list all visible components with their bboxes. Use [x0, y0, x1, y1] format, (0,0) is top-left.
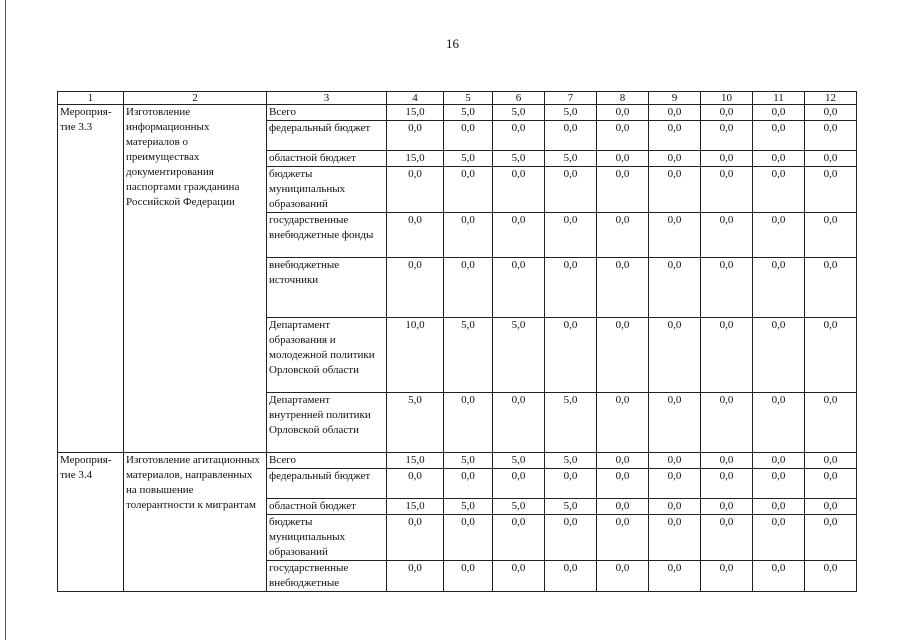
- column-header: 12: [805, 92, 857, 105]
- funding-source: Всего: [267, 453, 387, 469]
- amount-cell: 0,0: [545, 515, 597, 561]
- funding-table: [57, 91, 857, 592]
- amount-cell: 0,0: [701, 213, 753, 258]
- amount-cell: 0,0: [753, 515, 805, 561]
- event-code: Мероприя-тие 3.4: [58, 453, 124, 592]
- amount-cell: 0,0: [493, 561, 545, 592]
- amount-cell: 0,0: [493, 121, 545, 151]
- amount-cell: 0,0: [387, 469, 444, 499]
- amount-cell: 0,0: [701, 121, 753, 151]
- amount-cell: 0,0: [545, 258, 597, 318]
- amount-cell: 5,0: [545, 151, 597, 167]
- amount-cell: 0,0: [444, 121, 493, 151]
- amount-cell: 0,0: [805, 258, 857, 318]
- amount-cell: 0,0: [597, 318, 649, 393]
- amount-cell: 5,0: [493, 318, 545, 393]
- amount-cell: 0,0: [597, 121, 649, 151]
- amount-cell: 0,0: [649, 151, 701, 167]
- amount-cell: 0,0: [444, 167, 493, 213]
- amount-cell: 0,0: [649, 318, 701, 393]
- amount-cell: 5,0: [444, 105, 493, 121]
- amount-cell: 5,0: [444, 499, 493, 515]
- amount-cell: 0,0: [493, 258, 545, 318]
- amount-cell: 0,0: [701, 515, 753, 561]
- funding-source: Департамент внутренней политики Орловской области: [267, 393, 387, 453]
- column-header: 3: [267, 92, 387, 105]
- amount-cell: 0,0: [545, 469, 597, 499]
- amount-cell: 10,0: [387, 318, 444, 393]
- amount-cell: 0,0: [753, 561, 805, 592]
- amount-cell: 0,0: [753, 258, 805, 318]
- amount-cell: 0,0: [597, 515, 649, 561]
- amount-cell: 0,0: [805, 453, 857, 469]
- amount-cell: 0,0: [753, 469, 805, 499]
- column-header: 9: [649, 92, 701, 105]
- amount-cell: 0,0: [444, 469, 493, 499]
- amount-cell: 0,0: [493, 469, 545, 499]
- amount-cell: 0,0: [387, 258, 444, 318]
- amount-cell: 0,0: [649, 469, 701, 499]
- amount-cell: 0,0: [597, 393, 649, 453]
- amount-cell: 0,0: [753, 105, 805, 121]
- amount-cell: 0,0: [649, 121, 701, 151]
- amount-cell: 0,0: [493, 393, 545, 453]
- amount-cell: 0,0: [805, 561, 857, 592]
- amount-cell: 0,0: [701, 499, 753, 515]
- amount-cell: 0,0: [649, 167, 701, 213]
- amount-cell: 0,0: [597, 561, 649, 592]
- amount-cell: 0,0: [597, 499, 649, 515]
- amount-cell: 0,0: [493, 515, 545, 561]
- amount-cell: 0,0: [805, 151, 857, 167]
- funding-source: бюджеты муниципальных образований: [267, 167, 387, 213]
- amount-cell: 0,0: [701, 561, 753, 592]
- event-code: Мероприя-тие 3.3: [58, 105, 124, 453]
- amount-cell: 0,0: [753, 499, 805, 515]
- page-left-edge: [5, 0, 6, 640]
- amount-cell: 0,0: [545, 213, 597, 258]
- funding-source: областной бюджет: [267, 499, 387, 515]
- amount-cell: 0,0: [753, 167, 805, 213]
- funding-source: областной бюджет: [267, 151, 387, 167]
- header-row: [58, 92, 857, 105]
- funding-source: федеральный бюджет: [267, 469, 387, 499]
- page-number: 16: [446, 36, 459, 51]
- funding-source: внебюджетные источники: [267, 258, 387, 318]
- amount-cell: 0,0: [805, 167, 857, 213]
- amount-cell: 0,0: [753, 151, 805, 167]
- event-title: Изготовление агитационных материалов, направленных на повышение толерантности к мигрантам: [124, 453, 267, 592]
- column-header: 5: [444, 92, 493, 105]
- amount-cell: 0,0: [805, 121, 857, 151]
- amount-cell: 5,0: [387, 393, 444, 453]
- amount-cell: 0,0: [444, 213, 493, 258]
- amount-cell: 0,0: [597, 453, 649, 469]
- amount-cell: 0,0: [597, 105, 649, 121]
- amount-cell: 0,0: [649, 393, 701, 453]
- amount-cell: 0,0: [649, 258, 701, 318]
- table-body: [58, 105, 857, 592]
- amount-cell: 5,0: [545, 499, 597, 515]
- column-header: 11: [753, 92, 805, 105]
- amount-cell: 0,0: [805, 515, 857, 561]
- funding-source: государственные внебюджетные фонды: [267, 213, 387, 258]
- amount-cell: 0,0: [444, 561, 493, 592]
- funding-source: федеральный бюджет: [267, 121, 387, 151]
- amount-cell: 0,0: [649, 453, 701, 469]
- table-row: [58, 453, 857, 469]
- amount-cell: 0,0: [387, 121, 444, 151]
- funding-source: Всего: [267, 105, 387, 121]
- amount-cell: 0,0: [701, 258, 753, 318]
- amount-cell: 0,0: [805, 393, 857, 453]
- amount-cell: 0,0: [701, 393, 753, 453]
- amount-cell: 0,0: [649, 561, 701, 592]
- amount-cell: 0,0: [701, 167, 753, 213]
- amount-cell: 5,0: [493, 151, 545, 167]
- amount-cell: 5,0: [444, 453, 493, 469]
- amount-cell: 0,0: [805, 105, 857, 121]
- column-header: 6: [493, 92, 545, 105]
- amount-cell: 15,0: [387, 453, 444, 469]
- amount-cell: 0,0: [649, 105, 701, 121]
- amount-cell: 5,0: [493, 499, 545, 515]
- amount-cell: 0,0: [753, 453, 805, 469]
- amount-cell: 5,0: [545, 105, 597, 121]
- amount-cell: 0,0: [545, 318, 597, 393]
- amount-cell: 15,0: [387, 105, 444, 121]
- amount-cell: 0,0: [387, 213, 444, 258]
- amount-cell: 0,0: [805, 213, 857, 258]
- amount-cell: 0,0: [444, 393, 493, 453]
- amount-cell: 0,0: [597, 167, 649, 213]
- amount-cell: 0,0: [597, 469, 649, 499]
- amount-cell: 0,0: [597, 258, 649, 318]
- amount-cell: 0,0: [805, 469, 857, 499]
- amount-cell: 0,0: [545, 167, 597, 213]
- amount-cell: 0,0: [444, 258, 493, 318]
- amount-cell: 0,0: [753, 213, 805, 258]
- column-header: 1: [58, 92, 124, 105]
- amount-cell: 0,0: [649, 213, 701, 258]
- funding-source: бюджеты муниципальных образований: [267, 515, 387, 561]
- amount-cell: 0,0: [545, 121, 597, 151]
- amount-cell: 0,0: [753, 393, 805, 453]
- column-header: 4: [387, 92, 444, 105]
- column-header: 10: [701, 92, 753, 105]
- amount-cell: 0,0: [444, 515, 493, 561]
- amount-cell: 5,0: [545, 393, 597, 453]
- amount-cell: 0,0: [493, 167, 545, 213]
- amount-cell: 0,0: [701, 453, 753, 469]
- amount-cell: 5,0: [444, 151, 493, 167]
- amount-cell: 0,0: [701, 318, 753, 393]
- amount-cell: 15,0: [387, 499, 444, 515]
- amount-cell: 0,0: [387, 561, 444, 592]
- amount-cell: 5,0: [493, 453, 545, 469]
- amount-cell: 15,0: [387, 151, 444, 167]
- column-header: 7: [545, 92, 597, 105]
- column-header: 2: [124, 92, 267, 105]
- funding-source: государственные внебюджетные: [267, 561, 387, 592]
- funding-source: Департамент образования и молодежной политики Орловской области: [267, 318, 387, 393]
- event-title: Изготовление информационных материалов о преимуществах документирования паспортами гражданина Российской Федерации: [124, 105, 267, 453]
- amount-cell: 0,0: [545, 561, 597, 592]
- amount-cell: 0,0: [387, 167, 444, 213]
- column-header: 8: [597, 92, 649, 105]
- amount-cell: 0,0: [387, 515, 444, 561]
- amount-cell: 0,0: [649, 515, 701, 561]
- amount-cell: 5,0: [545, 453, 597, 469]
- amount-cell: 0,0: [753, 318, 805, 393]
- amount-cell: 0,0: [805, 499, 857, 515]
- amount-cell: 0,0: [805, 318, 857, 393]
- table-row: [58, 105, 857, 121]
- amount-cell: 5,0: [444, 318, 493, 393]
- amount-cell: 0,0: [701, 105, 753, 121]
- amount-cell: 0,0: [493, 213, 545, 258]
- amount-cell: 0,0: [597, 151, 649, 167]
- amount-cell: 0,0: [649, 499, 701, 515]
- amount-cell: 0,0: [597, 213, 649, 258]
- amount-cell: 5,0: [493, 105, 545, 121]
- amount-cell: 0,0: [753, 121, 805, 151]
- amount-cell: 0,0: [701, 469, 753, 499]
- amount-cell: 0,0: [701, 151, 753, 167]
